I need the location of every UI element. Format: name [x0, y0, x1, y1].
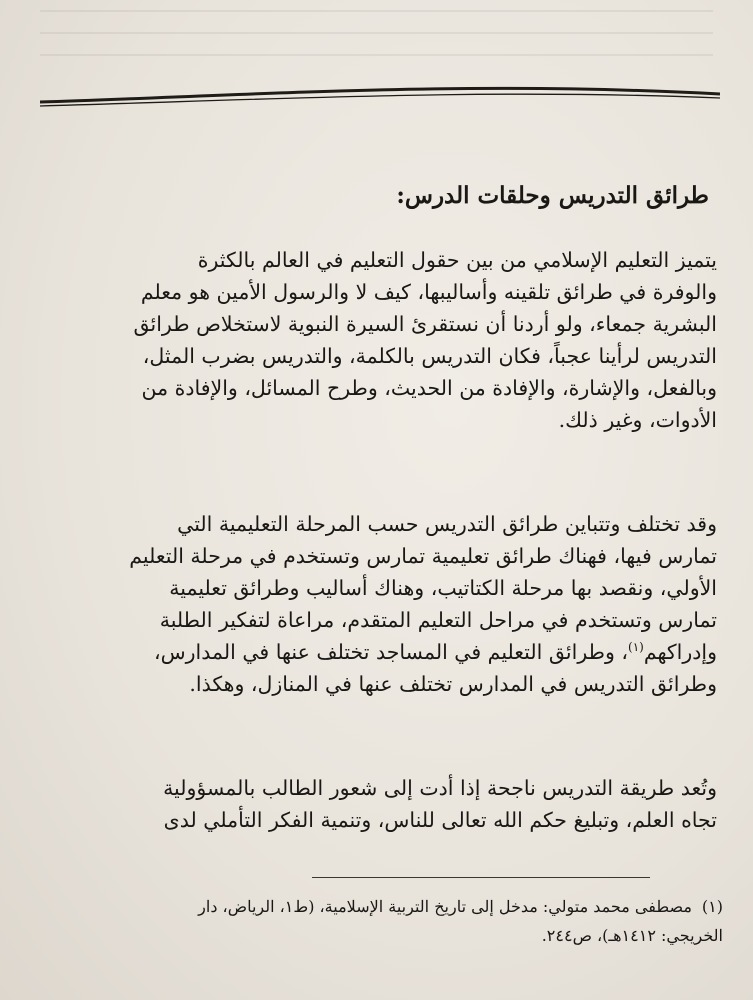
footnote-number: (١)	[701, 897, 723, 916]
header-ornament-rule	[40, 76, 720, 112]
line-rest: ، وطرائق التعليم في المساجد تختلف عنها في المدارس،	[154, 640, 628, 664]
footnote	[43, 892, 723, 950]
show-through-text	[40, 0, 713, 70]
paragraph-line: التدريس لرأينا عجباً، فكان التدريس بالكلمة، والتدريس بضرب المثل،	[142, 344, 717, 368]
footnote-line: الخريجي: ١٤١٢هـ)، ص٢٤٤.	[541, 926, 723, 945]
paragraph-2	[47, 508, 717, 700]
paragraph-line: وتُعد طريقة التدريس ناجحة إذا أدت إلى شعور الطالب بالمسؤولية	[163, 776, 717, 800]
paragraph-line: يتميز التعليم الإسلامي من بين حقول التعليم في العالم بالكثرة	[197, 248, 717, 272]
footnote-line	[43, 892, 723, 921]
section-heading: طرائق التدريس وحلقات الدرس:	[396, 182, 709, 209]
paragraph-line: وبالفعل، والإشارة، والإفادة من الحديث، وطرح المسائل، والإفادة من	[141, 376, 717, 400]
paragraph-line: الأدوات، وغير ذلك.	[558, 408, 717, 432]
paragraph-line: تمارس فيها، فهناك طرائق تعليمية تمارس وتستخدم في مرحلة التعليم	[129, 544, 717, 568]
footnote-ref-mark[interactable]: (١)	[628, 640, 644, 655]
paragraph-line: وطرائق التدريس في المدارس تختلف عنها في المنازل، وهكذا.	[189, 672, 717, 696]
paragraph-line: والوفرة في طرائق تلقينه وأساليبها، كيف لا والرسول الأمين هو معلم	[140, 280, 717, 304]
paragraph-line: تمارس وتستخدم في مراحل التعليم المتقدم، مراعاة لتفكير الطلبة	[159, 608, 717, 632]
footnote-separator	[312, 877, 650, 878]
paragraph-line-with-footnote	[47, 636, 717, 668]
paragraph-line: البشرية جمعاء، ولو أردنا أن نستقرئ السيرة النبوية لاستخلاص طرائق	[133, 312, 717, 336]
paragraph-1	[47, 244, 717, 436]
paragraph-3	[47, 772, 717, 836]
footnote-text: مصطفى محمد متولي: مدخل إلى تاريخ التربية الإسلامية، (ط١، الرياض، دار	[198, 897, 692, 916]
paragraph-line: الأولي، ونقصد بها مرحلة الكتاتيب، وهناك أساليب وطرائق تعليمية	[169, 576, 717, 600]
footnote-ref-word: وإدراكهم	[643, 640, 717, 664]
paragraph-line: وقد تختلف وتتباين طرائق التدريس حسب المرحلة التعليمية التي	[177, 512, 717, 536]
paragraph-line: تجاه العلم، وتبليغ حكم الله تعالى للناس، وتنمية الفكر التأملي لدى	[163, 808, 717, 832]
